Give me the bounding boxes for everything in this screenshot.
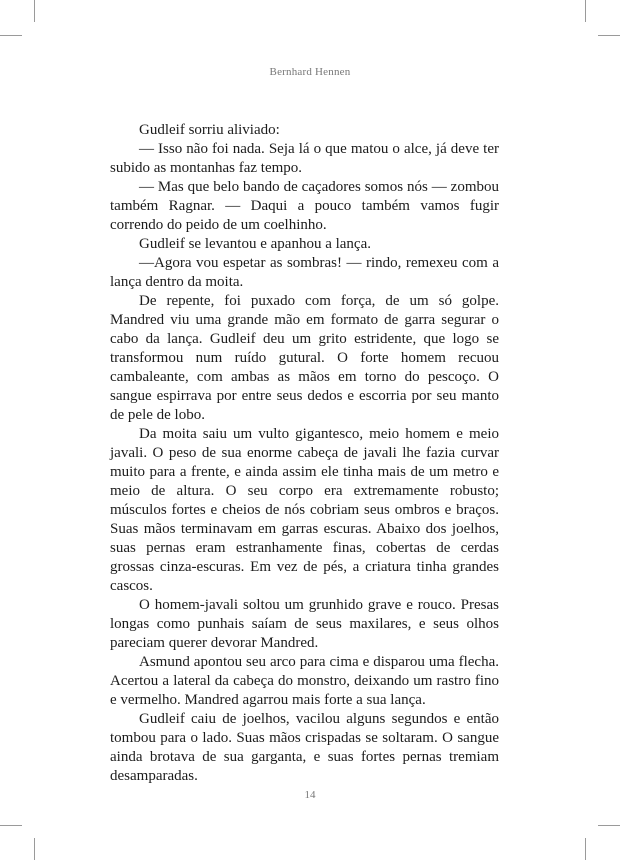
paragraph: Gudleif caiu de joelhos, vacilou alguns segundos e então tombou para o lado. Suas mãos crispadas se soltaram. O sangue ainda brotava de sua garganta, e suas fortes pernas tremiam desamparadas.: [110, 711, 499, 784]
paragraph: De repente, foi puxado com força, de um só golpe. Mandred viu uma grande mão em formato de garra segurar o cabo da lança. Gudleif deu um grito estridente, que logo se transformou num ruído gutural. O forte homem recuou cambaleante, com ambas as mãos em torno do pescoço. O sangue espirrava por entre seus dedos e escorria por seu manto de pele de lobo.: [110, 293, 499, 423]
paragraph: Gudleif se levantou e apanhou a lança.: [139, 236, 371, 252]
page-number: 14: [304, 789, 316, 801]
paragraph: — Mas que belo bando de caçadores somos nós — zombou também Ragnar. — Daqui a pouco também vamos fugir correndo do peido de um coelhinho.: [110, 179, 499, 233]
paragraph: —Agora vou espetar as sombras! — rindo, remexeu com a lança dentro da moita.: [110, 255, 499, 290]
crop-mark-top-left-horizontal: [0, 35, 22, 36]
paragraph: O homem-javali soltou um grunhido grave e rouco. Presas longas como punhais saíam de seus maxilares, e seus olhos pareciam querer devorar Mandred.: [110, 597, 499, 651]
paragraph: — Isso não foi nada. Seja lá o que matou o alce, já deve ter subido as montanhas faz tempo.: [110, 141, 499, 176]
crop-mark-bottom-right-horizontal: [598, 825, 620, 826]
crop-mark-top-left-vertical: [34, 0, 35, 22]
crop-mark-top-right-horizontal: [598, 35, 620, 36]
crop-mark-bottom-left-vertical: [34, 838, 35, 860]
body-text: [110, 121, 499, 786]
crop-mark-bottom-right-vertical: [585, 838, 586, 860]
crop-mark-bottom-left-horizontal: [0, 825, 22, 826]
running-head: Bernhard Hennen: [269, 66, 351, 78]
paragraph: Da moita saiu um vulto gigantesco, meio homem e meio javali. O peso de sua enorme cabeça de javali lhe fazia curvar muito para a frente, e ainda assim ele tinha mais de um metro e meio de altura. O seu corpo era extremamente robusto; músculos fortes e cheios de nós cobriam seus ombros e braços. Suas mãos terminavam em garras escuras. Abaixo dos joelhos, suas pernas eram estranhamente finas, cobertas de cerdas grossas cinza-escuras. Em vez de pés, a criatura tinha grandes cascos.: [110, 426, 499, 594]
paragraph: Gudleif sorriu aliviado:: [139, 122, 280, 138]
paragraph: Asmund apontou seu arco para cima e disparou uma flecha. Acertou a lateral da cabeça do monstro, deixando um rastro fino e vermelho. Mandred agarrou mais forte a sua lança.: [110, 654, 499, 708]
crop-mark-top-right-vertical: [585, 0, 586, 22]
